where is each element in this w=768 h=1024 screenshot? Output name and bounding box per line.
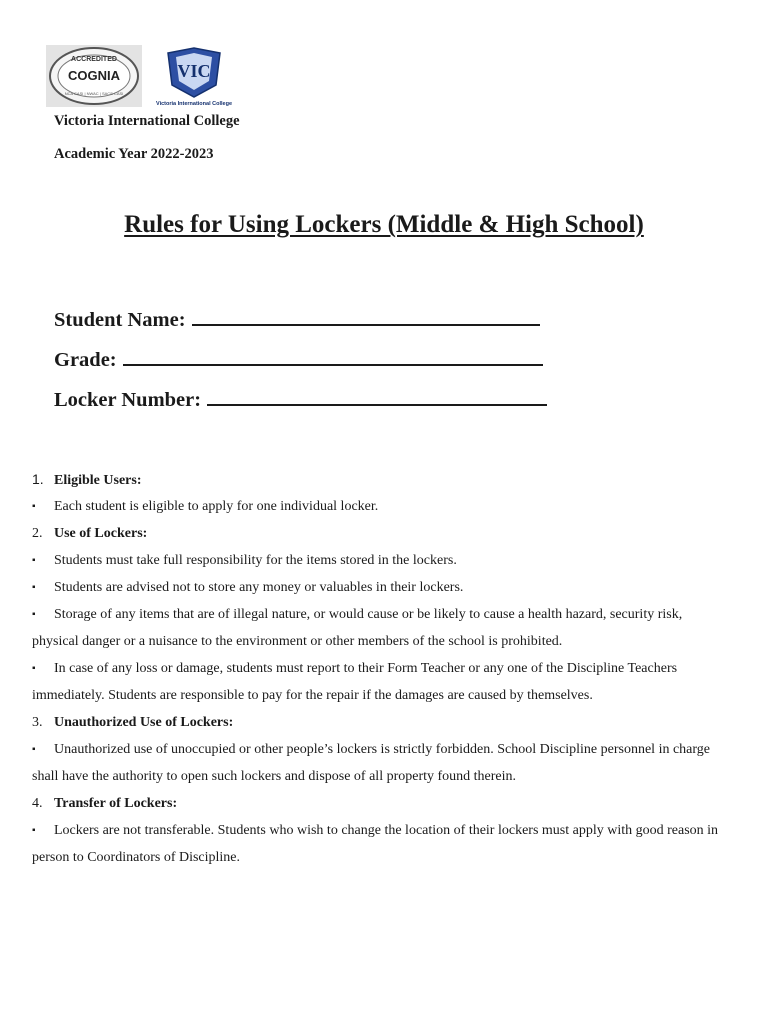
- vic-college-logo: [146, 45, 242, 107]
- rule-item: [32, 655, 722, 709]
- section-heading: [32, 520, 722, 547]
- rule-section-use-of-lockers: [32, 520, 722, 709]
- cognia-wordmark: COGNIA: [68, 68, 120, 83]
- rule-text: Storage of any items that are of illegal nature, or would cause or be likely to cause a health hazard, security risk, physical danger or a nuisance to the environment or other members of the school is prohibited.: [32, 607, 683, 649]
- section-heading: [32, 466, 722, 493]
- bullet-icon: ▪: [32, 663, 36, 674]
- locker-number-blank[interactable]: [207, 388, 547, 406]
- bullet-icon: ▪: [32, 744, 36, 755]
- accredited-text: ACCREDITED: [71, 56, 117, 63]
- grade-label: Grade:: [54, 349, 117, 371]
- section-number: 1.: [32, 471, 44, 487]
- grade-field[interactable]: [54, 348, 543, 372]
- vic-caption: Victoria International College: [156, 101, 232, 107]
- rule-section-eligible-users: [32, 466, 722, 520]
- bullet-icon: ▪: [32, 501, 36, 512]
- section-number: 4.: [32, 796, 43, 811]
- rule-text: In case of any loss or damage, students must report to their Form Teacher or any one of the Discipline Teachers immediately. Students are responsible to pay for the repair if the damages are caused by themselves.: [32, 661, 678, 703]
- section-heading: [32, 709, 722, 736]
- locker-number-label: Locker Number:: [54, 389, 202, 411]
- section-title: Unauthorized Use of Lockers:: [54, 715, 234, 730]
- rule-item: [32, 547, 722, 574]
- rule-item: [32, 493, 722, 520]
- rule-text: Unauthorized use of unoccupied or other people’s lockers is strictly forbidden. School Discipline personnel in charge shall have the authority to open such lockers and dispose of all property found therein.: [32, 742, 711, 784]
- section-number: 2.: [32, 526, 43, 541]
- bullet-icon: ▪: [32, 555, 36, 566]
- rule-item: [32, 574, 722, 601]
- cognia-accreditation-logo: [46, 45, 142, 107]
- section-title: Transfer of Lockers:: [54, 796, 178, 811]
- logo-group: [46, 44, 242, 108]
- rule-item: [32, 736, 722, 790]
- bullet-icon: ▪: [32, 825, 36, 836]
- academic-year: Academic Year 2022-2023: [54, 146, 214, 162]
- rule-item: [32, 601, 722, 655]
- locker-number-field[interactable]: [54, 388, 547, 412]
- rules-list: [32, 466, 722, 871]
- grade-blank[interactable]: [123, 348, 543, 366]
- section-number: 3.: [32, 715, 43, 730]
- rule-item: [32, 817, 722, 871]
- section-title: Use of Lockers:: [54, 526, 148, 541]
- bullet-icon: ▪: [32, 582, 36, 593]
- rule-text: Lockers are not transferable. Students who wish to change the location of their lockers must apply with good reason in person to Coordinators of Discipline.: [32, 823, 719, 865]
- rule-text: Students must take full responsibility for the items stored in the lockers.: [54, 553, 457, 568]
- document-title: Rules for Using Lockers (Middle & High School): [124, 211, 644, 238]
- accreditation-bodies-text: NCA CASI | NWAC | SACS CASI: [64, 91, 124, 96]
- rule-section-unauthorized-use: [32, 709, 722, 790]
- school-name: Victoria International College: [54, 113, 240, 129]
- student-name-blank[interactable]: [192, 308, 540, 326]
- bullet-icon: ▪: [32, 609, 36, 620]
- rule-text: Each student is eligible to apply for one individual locker.: [54, 499, 379, 514]
- student-name-field[interactable]: [54, 308, 540, 332]
- rule-section-transfer: [32, 790, 722, 871]
- rule-text: Students are advised not to store any money or valuables in their lockers.: [54, 580, 464, 595]
- section-heading: [32, 790, 722, 817]
- student-name-label: Student Name:: [54, 309, 186, 331]
- vic-monogram: VIC: [177, 61, 211, 81]
- section-title: Eligible Users:: [54, 473, 142, 488]
